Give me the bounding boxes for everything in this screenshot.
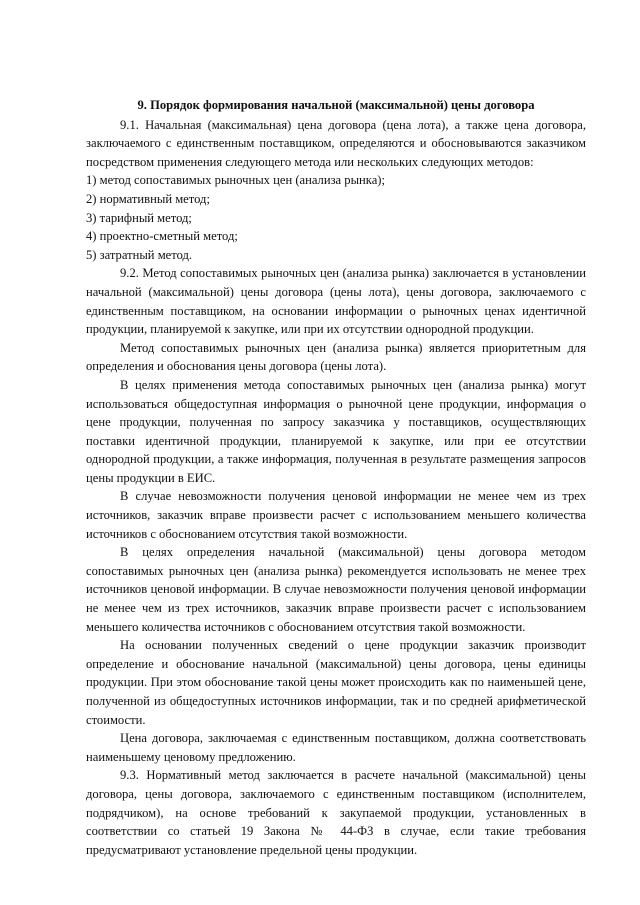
method-item-5: 5) затратный метод. (86, 247, 193, 262)
method-item-2: 2) нормативный метод; (86, 191, 210, 206)
method-item-4: 4) проектно-сметный метод; (86, 229, 238, 244)
paragraph-information-sources: В целях применения метода сопоставимых рыночных цен (анализа рынка) могут использоваться общедоступная информация о рыночной цене продукции, информация о цене продукции, полученная по запросу заказчика у поставщиков, осуществляющих поставки идентичной продукции, планируемой к закупке, или при ее отсутствии однородной продукции, а также информация, полученная в результате размещения запросов цены продукции в ЕИС. (86, 377, 586, 485)
paragraph-9-2: 9.2. Метод сопоставимых рыночных цен (анализа рынка) заключается в установлении начальной (максимальной) цены договора (цены лота), цены договора, заключаемого с единственным поставщиком, на основании информации о рыночных ценах идентичной продукции, планируемой к закупке, или при их отсутствии однородной продукции. (86, 266, 586, 337)
paragraph-three-sources: В целях определения начальной (максимальной) цены договора методом сопоставимых рыночных цен (анализа рынка) рекомендуется использовать не менее трех источников ценовой информации. В случае невозможности получения ценовой информации не менее чем из трех источников, заказчик вправе произвести расчет с использованием меньшего количества источников с обоснованием отсутствия такой возможности. (86, 545, 586, 634)
document-body (86, 96, 586, 859)
paragraph-fewer-sources: В случае невозможности получения ценовой информации не менее чем из трех источников, заказчик вправе произвести расчет с использованием меньшего количества источников с обоснованием отсутствия такой возможности. (86, 489, 586, 541)
paragraph-9-3: 9.3. Нормативный метод заключается в расчете начальной (максимальной) цены договора, цены договора, заключаемого с единственным поставщиком (исполнителем, подрядчиком), на основе требований к закупаемой продукции, установленных в соответствии со статьей 19 Закона № 44-ФЗ в случае, если такие требования предусматривают установление предельной цены продукции. (86, 768, 586, 857)
method-item-1: 1) метод сопоставимых рыночных цен (анализа рынка); (86, 173, 385, 188)
paragraph-9-1: 9.1. Начальная (максимальная) цена договора (цена лота), а также цена договора, заключаемого с единственным поставщиком, определяются и обосновываются заказчиком посредством применения следующего метода или нескольких следующих методов: (86, 117, 586, 169)
section-heading: 9. Порядок формирования начальной (максимальной) цены договора (137, 98, 535, 112)
paragraph-price-determination: На основании полученных сведений о цене продукции заказчик производит определение и обоснование начальной (максимальной) цены договора, цены единицы продукции. При этом обоснование такой цены может происходить как по наименьшей цене, полученной из общедоступных источников информации, так и по средней арифметической стоимости. (86, 638, 586, 727)
paragraph-single-supplier-price: Цена договора, заключаемая с единственным поставщиком, должна соответствовать наименьшему ценовому предложению. (86, 731, 586, 764)
paragraph-priority-method: Метод сопоставимых рыночных цен (анализа рынка) является приоритетным для определения и обоснования цены договора (цены лота). (86, 340, 586, 374)
method-item-3: 3) тарифный метод; (86, 210, 192, 225)
